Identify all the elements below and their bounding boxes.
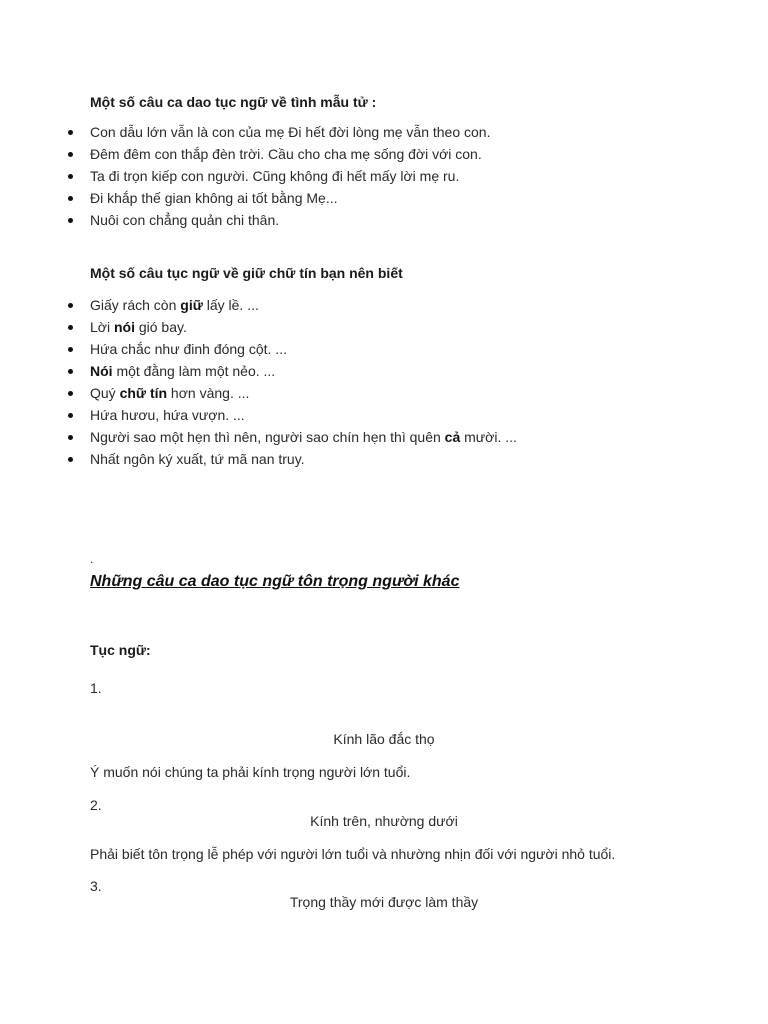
entry-number: 1. bbox=[90, 680, 102, 696]
section-1-heading: Một số câu ca dao tục ngữ về tình mẫu tử : bbox=[90, 94, 377, 110]
bullet-icon bbox=[68, 457, 73, 462]
proverb-text: Kính trên, nhường dưới bbox=[310, 813, 458, 829]
bullet-icon bbox=[68, 391, 73, 396]
list-item: Nói một đằng làm một nẻo. ... bbox=[90, 360, 517, 382]
list-item: Ta đi trọn kiếp con người. Cũng không đi hết mấy lời mẹ ru. bbox=[90, 165, 490, 187]
proverb-meaning: Ý muốn nói chúng ta phải kính trọng người lớn tuổi. bbox=[90, 764, 411, 780]
section-2-heading: Một số câu tục ngữ về giữ chữ tín bạn nên biết bbox=[90, 265, 403, 281]
list-item: Người sao một hẹn thì nên, người sao chín hẹn thì quên cả mười. ... bbox=[90, 426, 517, 448]
list-item: Con dẫu lớn vẫn là con của mẹ Đi hết đời lòng mẹ vẫn theo con. bbox=[90, 121, 490, 143]
bullet-icon bbox=[68, 130, 73, 135]
entry-number: 3. bbox=[90, 878, 102, 894]
list-item: Giấy rách còn giữ lấy lề. ... bbox=[90, 294, 517, 316]
bullet-icon bbox=[68, 303, 73, 308]
list-item: Nuôi con chẳng quản chi thân. bbox=[90, 209, 490, 231]
bullet-icon bbox=[68, 174, 73, 179]
list-item: Quý chữ tín hơn vàng. ... bbox=[90, 382, 517, 404]
bullet-icon bbox=[68, 196, 73, 201]
bullet-icon bbox=[68, 152, 73, 157]
bullet-icon bbox=[68, 413, 73, 418]
section-2-list bbox=[90, 294, 517, 470]
bullet-icon bbox=[68, 325, 73, 330]
section-1-list bbox=[90, 121, 490, 231]
section-3-title: Những câu ca dao tục ngữ tôn trọng người khác bbox=[90, 573, 460, 590]
list-item: Đi khắp thế gian không ai tốt bằng Mẹ... bbox=[90, 187, 490, 209]
list-item: Hứa hươu, hứa vượn. ... bbox=[90, 404, 517, 426]
bullet-icon bbox=[68, 369, 73, 374]
list-item: Nhất ngôn ký xuất, tứ mã nan truy. bbox=[90, 448, 517, 470]
proverb-meaning: Phải biết tôn trọng lễ phép với người lớn tuổi và nhường nhịn đối với người nhỏ tuổi. bbox=[90, 846, 616, 862]
list-item: Hứa chắc như đinh đóng cột. ... bbox=[90, 338, 517, 360]
bullet-icon bbox=[68, 435, 73, 440]
entry-number: 2. bbox=[90, 797, 102, 813]
bullet-icon bbox=[68, 347, 73, 352]
dot-marker: . bbox=[90, 552, 94, 566]
bullet-icon bbox=[68, 218, 73, 223]
section-3-subheading: Tục ngữ: bbox=[90, 642, 151, 658]
proverb-text: Trọng thầy mới được làm thầy bbox=[289, 894, 479, 910]
list-item: Đêm đêm con thắp đèn trời. Cầu cho cha mẹ sống đời với con. bbox=[90, 143, 490, 165]
list-item: Lời nói gió bay. bbox=[90, 316, 517, 338]
proverb-text: Kính lão đắc thọ bbox=[333, 731, 435, 747]
